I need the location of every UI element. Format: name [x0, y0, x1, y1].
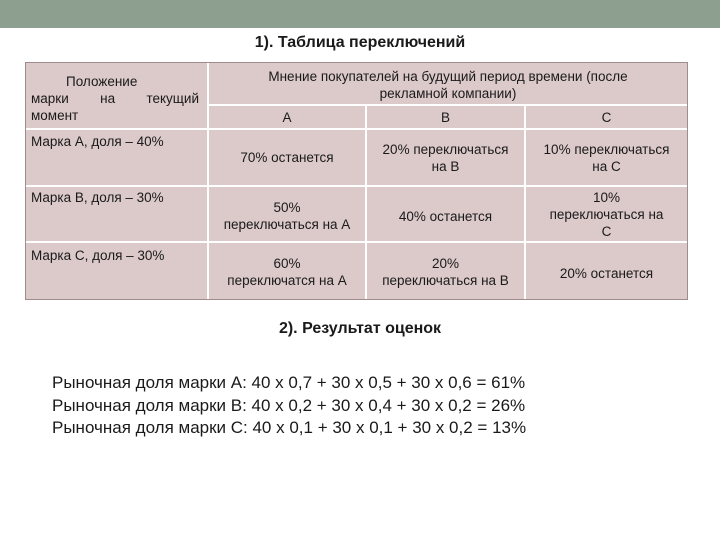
- cell-a-to-c: [526, 141, 687, 175]
- header-left-line: момент: [31, 108, 79, 123]
- cell-line: С: [601, 224, 612, 239]
- cell-b-stays: 40% останется: [398, 209, 493, 224]
- header-left-line: марки на текущий: [31, 91, 199, 106]
- cell-c-to-b: [367, 255, 524, 289]
- cell-b-to-a: [209, 199, 365, 233]
- top-decor-bar: [0, 0, 720, 28]
- results-list: [52, 372, 526, 440]
- cell-c-stays: 20% останется: [559, 266, 654, 281]
- row-label-brand-b: Марка В, доля – 30%: [31, 190, 164, 205]
- results-title: 2). Результат оценок: [278, 320, 442, 337]
- cell-line: 50%: [273, 200, 301, 215]
- cell-line: на В: [431, 159, 460, 174]
- result-line-brand-c: Рыночная доля марки С: 40 х 0,1 + 30 х 0,1 + 30 х 0,2 = 13%: [52, 418, 527, 437]
- grid-line: [26, 241, 687, 243]
- cell-line: переключаться на: [549, 207, 664, 222]
- grid-line: [207, 104, 687, 106]
- switching-table: [25, 62, 688, 300]
- cell-line: на С: [592, 159, 621, 174]
- row-label-brand-c: Марка С, доля – 30%: [31, 248, 165, 263]
- cell-a-stays: 70% останется: [240, 150, 334, 165]
- row-label-brand-a: Марка А, доля – 40%: [31, 134, 164, 149]
- cell-line: 60%: [273, 256, 301, 271]
- cell-line: переключатся на А: [227, 273, 347, 288]
- result-line-brand-a: Рыночная доля марки А: 40 х 0,7 + 30 х 0,5 + 30 х 0,6 = 61%: [52, 373, 526, 392]
- header-top-line: рекламной компании): [379, 86, 517, 101]
- column-header-a: А: [282, 110, 292, 125]
- cell-line: переключаться на А: [223, 217, 351, 232]
- header-left-line: Положение: [66, 74, 138, 89]
- grid-line: [26, 128, 687, 130]
- cell-line: 10%: [592, 190, 621, 205]
- cell-c-to-a: [209, 255, 365, 289]
- cell-line: 20%: [431, 256, 460, 271]
- cell-line: переключаться на В: [382, 273, 509, 288]
- table-title: 1). Таблица переключений: [254, 34, 466, 51]
- header-buyer-opinion: [211, 68, 685, 102]
- result-line-brand-b: Рыночная доля марки В: 40 х 0,2 + 30 х 0,4 + 30 х 0,2 = 26%: [52, 395, 526, 415]
- cell-a-to-b: [367, 141, 524, 175]
- cell-line: 20% переключаться: [382, 142, 509, 157]
- grid-line: [26, 185, 687, 187]
- header-top-line: Мнение покупателей на будущий период времени (после: [268, 69, 628, 84]
- header-current-position: [31, 73, 199, 124]
- cell-b-to-c: [526, 189, 687, 240]
- column-header-b: В: [440, 110, 450, 125]
- column-header-c: С: [601, 110, 612, 125]
- cell-line: 10% переключаться: [543, 142, 670, 157]
